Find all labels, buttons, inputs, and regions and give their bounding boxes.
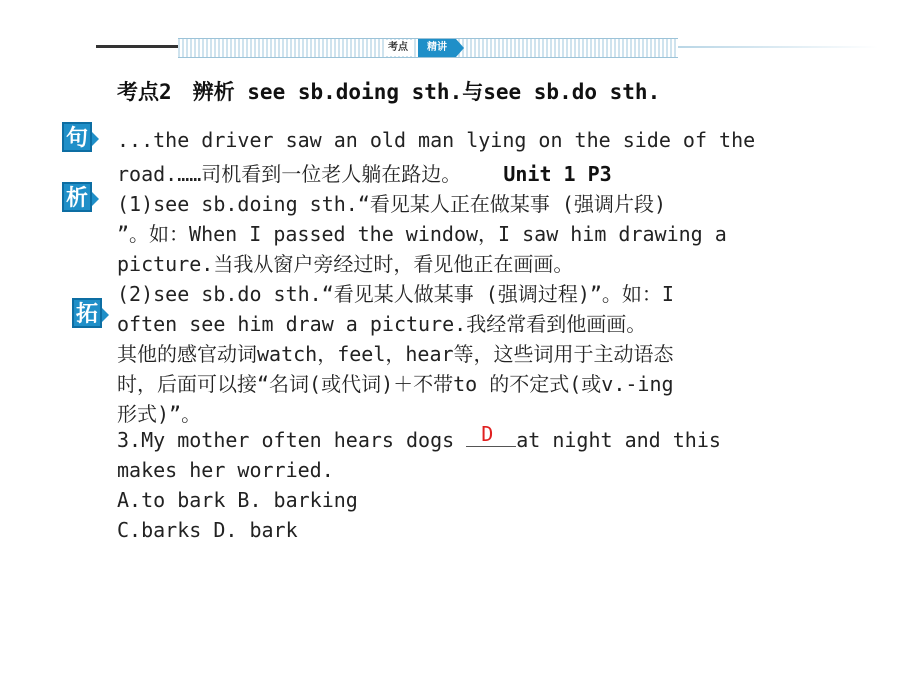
question-line-2: makes her worried. bbox=[117, 458, 334, 482]
badge-label-kaodian: 考点 bbox=[384, 40, 412, 56]
text-line-5: picture.当我从窗户旁经过时，看见他正在画画。 bbox=[117, 252, 574, 276]
text-line-10: 形式)”。 bbox=[117, 402, 202, 426]
question-stem-tail: at night and this bbox=[516, 428, 721, 452]
text-line-2 bbox=[117, 158, 612, 187]
badge-label-jingjiang: 精讲 bbox=[418, 39, 456, 57]
text-line-9: 时，后面可以接“名词(或代词)＋不带to 的不定式(或v.-ing bbox=[117, 372, 674, 396]
text-line-1: ...the driver saw an old man lying on the side of the bbox=[117, 128, 756, 152]
source-reference: Unit 1 P3 bbox=[503, 162, 612, 186]
question-stem: 3.My mother often hears dogs bbox=[117, 428, 467, 452]
xi-tag-icon: 析 bbox=[62, 182, 92, 212]
tuo-tag-icon: 拓 bbox=[72, 298, 102, 328]
badge-arrow-icon bbox=[456, 39, 464, 57]
question-line-1 bbox=[117, 422, 721, 452]
text-line-3: (1)see sb.doing sth.“看见某人正在做某事 (强调片段) bbox=[117, 192, 666, 216]
ju-tag-icon: 句 bbox=[62, 122, 92, 152]
answer-blank bbox=[466, 422, 516, 447]
options-line-1: A.to bark B. barking bbox=[117, 488, 358, 512]
banner-left-rule bbox=[96, 45, 178, 48]
text-line-4: ”。如：When I passed the window，I saw him drawing a bbox=[117, 222, 727, 246]
text-line-7: often see him draw a picture.我经常看到他画画。 bbox=[117, 312, 647, 336]
options-line-2: C.barks D. bark bbox=[117, 518, 298, 542]
text-line-8: 其他的感官动词watch，feel，hear等，这些词用于主动语态 bbox=[117, 342, 674, 366]
section-badge bbox=[384, 38, 472, 58]
text-line-6: (2)see sb.do sth.“看见某人做某事 (强调过程)”。如：I bbox=[117, 282, 674, 306]
banner-right-rule bbox=[678, 46, 878, 48]
answer-text: D bbox=[481, 422, 494, 446]
page-title: 考点2 辨析 see sb.doing sth.与see sb.do sth. bbox=[117, 80, 661, 104]
text-line-2-main: road.……司机看到一位老人躺在路边。 bbox=[117, 162, 462, 186]
